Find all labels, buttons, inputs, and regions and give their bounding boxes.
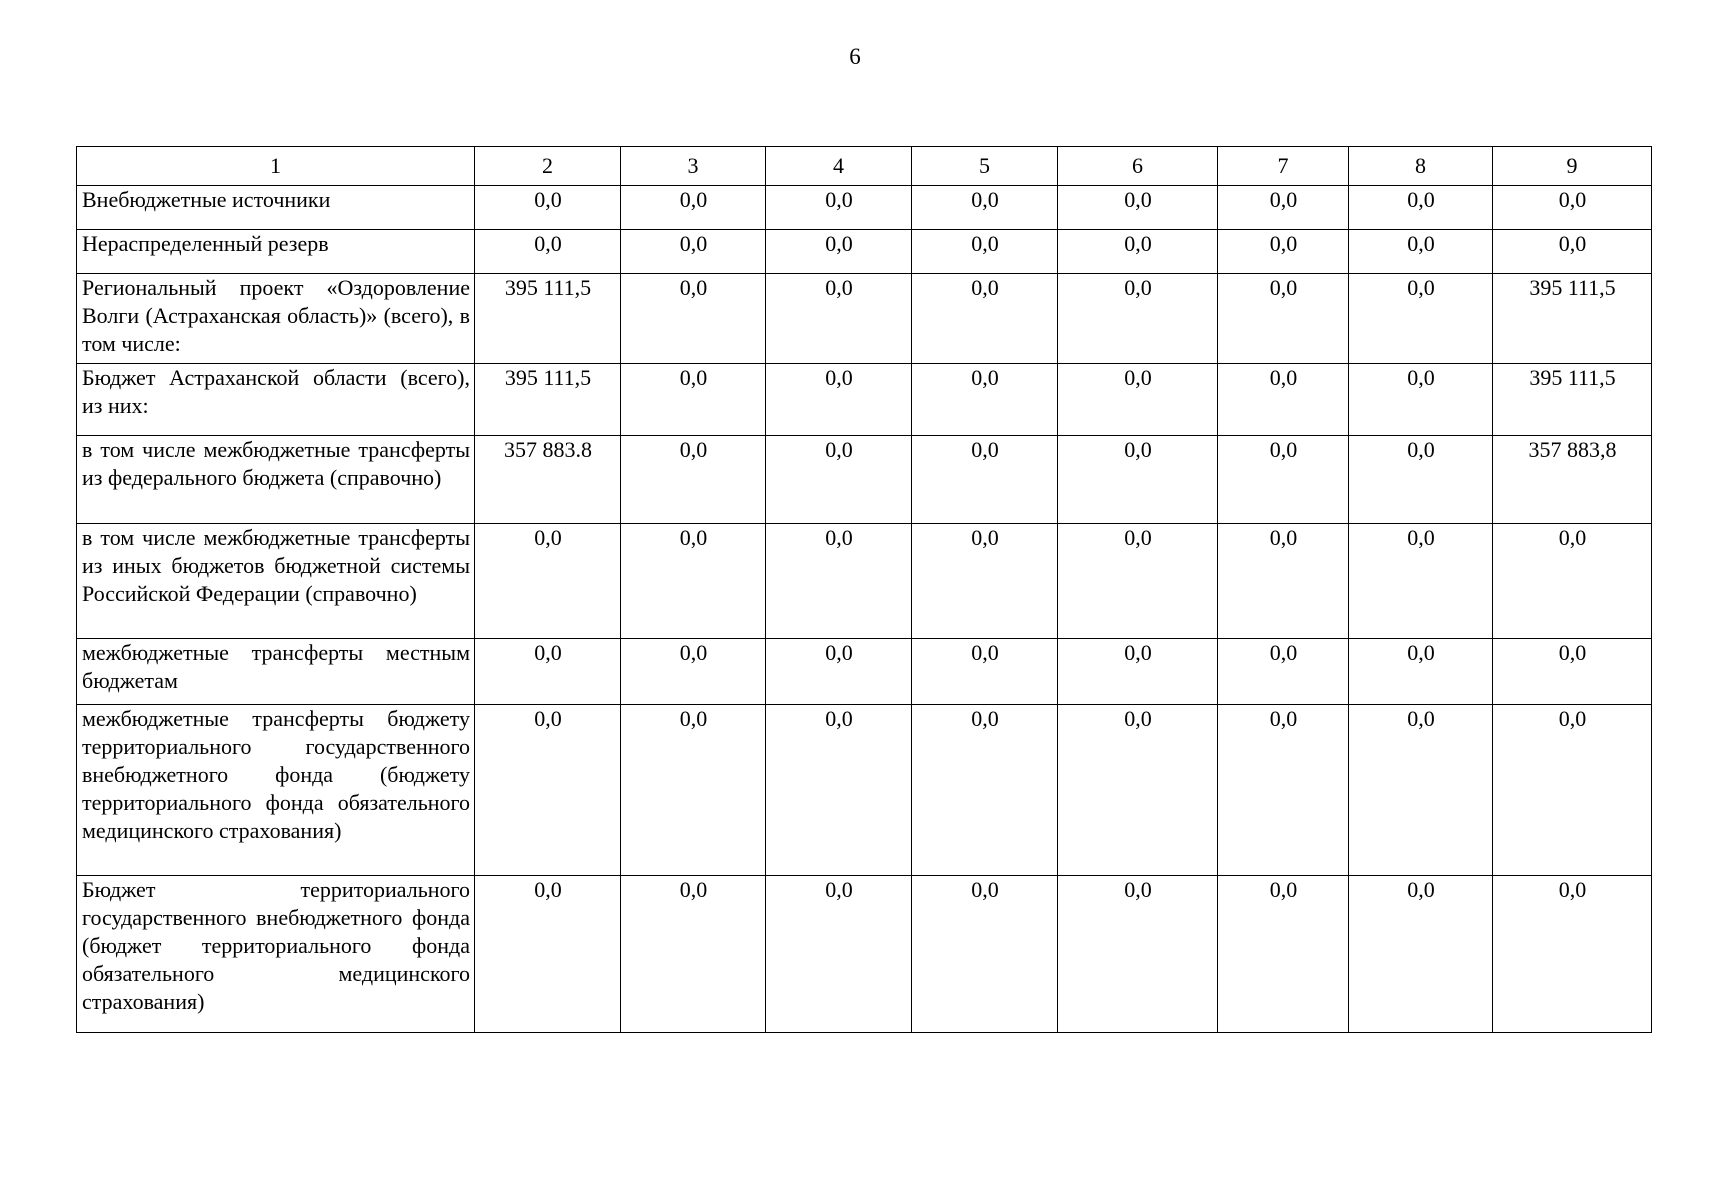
column-header: 7 xyxy=(1218,147,1349,186)
table-cell: 0,0 xyxy=(621,705,766,876)
table-cell: 0,0 xyxy=(766,186,912,230)
table-cell: 0,0 xyxy=(1349,230,1493,274)
table-cell: 0,0 xyxy=(621,274,766,364)
column-header: 9 xyxy=(1493,147,1652,186)
table-row xyxy=(77,705,1652,876)
table-cell: 395 111,5 xyxy=(475,274,621,364)
table-cell: 0,0 xyxy=(766,230,912,274)
table-cell: 0,0 xyxy=(1349,274,1493,364)
column-header: 2 xyxy=(475,147,621,186)
table-cell: 0,0 xyxy=(1218,230,1349,274)
column-header: 8 xyxy=(1349,147,1493,186)
table-cell: 0,0 xyxy=(912,705,1058,876)
table-cell: 0,0 xyxy=(621,524,766,639)
table-cell: 0,0 xyxy=(766,524,912,639)
table-cell: 0,0 xyxy=(912,364,1058,436)
table-cell: 0,0 xyxy=(912,524,1058,639)
row-label: в том числе межбюджетные трансферты из иных бюджетов бюджетной системы Российской Федерации (справочно) xyxy=(77,524,475,639)
row-label: Внебюджетные источники xyxy=(77,186,475,230)
table-cell: 0,0 xyxy=(1218,186,1349,230)
table-row xyxy=(77,436,1652,524)
table-cell: 0,0 xyxy=(1058,186,1218,230)
table-header-row xyxy=(77,147,1652,186)
table-cell: 395 111,5 xyxy=(1493,274,1652,364)
table-row xyxy=(77,186,1652,230)
table-cell: 0,0 xyxy=(621,639,766,705)
table-row xyxy=(77,274,1652,364)
table-cell: 0,0 xyxy=(912,639,1058,705)
table-cell: 0,0 xyxy=(766,639,912,705)
column-header: 4 xyxy=(766,147,912,186)
table-cell: 0,0 xyxy=(475,524,621,639)
table-cell: 0,0 xyxy=(475,705,621,876)
table-cell: 0,0 xyxy=(766,436,912,524)
table-cell: 0,0 xyxy=(621,364,766,436)
table-cell: 0,0 xyxy=(475,230,621,274)
table-cell: 0,0 xyxy=(621,230,766,274)
table-cell: 0,0 xyxy=(475,876,621,1033)
table-cell: 0,0 xyxy=(1058,639,1218,705)
table-cell: 0,0 xyxy=(1349,639,1493,705)
table-cell: 0,0 xyxy=(766,274,912,364)
column-header: 3 xyxy=(621,147,766,186)
table-cell: 0,0 xyxy=(1218,364,1349,436)
table-cell: 0,0 xyxy=(1349,705,1493,876)
table-cell: 0,0 xyxy=(1349,876,1493,1033)
table-cell: 357 883,8 xyxy=(1493,436,1652,524)
table-cell: 0,0 xyxy=(1349,364,1493,436)
table-cell: 0,0 xyxy=(766,364,912,436)
table-cell: 0,0 xyxy=(912,274,1058,364)
table-cell: 0,0 xyxy=(1493,705,1652,876)
row-label: Бюджет территориального государственного внебюджетного фонда (бюджет территориального фонда обязательного медицинского страхования) xyxy=(77,876,475,1033)
table-cell: 0,0 xyxy=(1058,274,1218,364)
row-label: Региональный проект «Оздоровление Волги (Астраханская область)» (всего), в том числе: xyxy=(77,274,475,364)
row-label: межбюджетные трансферты местным бюджетам xyxy=(77,639,475,705)
table-cell: 395 111,5 xyxy=(1493,364,1652,436)
table-cell: 0,0 xyxy=(1349,436,1493,524)
table-cell: 395 111,5 xyxy=(475,364,621,436)
table-cell: 0,0 xyxy=(1349,186,1493,230)
table-cell: 0,0 xyxy=(1493,876,1652,1033)
table-row xyxy=(77,230,1652,274)
table-cell: 0,0 xyxy=(475,186,621,230)
table-row xyxy=(77,364,1652,436)
row-label: межбюджетные трансферты бюджету территориального государственного внебюджетного фонда (бюджету территориального фонда обязательного медицинского страхования) xyxy=(77,705,475,876)
table-row xyxy=(77,524,1652,639)
table-cell: 0,0 xyxy=(1218,639,1349,705)
table-cell: 0,0 xyxy=(1493,639,1652,705)
table-cell: 0,0 xyxy=(1218,436,1349,524)
column-header: 1 xyxy=(77,147,475,186)
table-cell: 0,0 xyxy=(621,876,766,1033)
budget-table xyxy=(76,146,1652,1033)
table-cell: 0,0 xyxy=(1218,274,1349,364)
table-cell: 0,0 xyxy=(1058,436,1218,524)
table-row xyxy=(77,639,1652,705)
table-cell: 0,0 xyxy=(1493,230,1652,274)
table-cell: 0,0 xyxy=(1493,524,1652,639)
table-row xyxy=(77,876,1652,1033)
table-cell: 0,0 xyxy=(1218,705,1349,876)
page-number: 6 xyxy=(849,44,861,69)
row-label: в том числе межбюджетные трансферты из федерального бюджета (справочно) xyxy=(77,436,475,524)
table-cell: 0,0 xyxy=(912,230,1058,274)
table-cell: 0,0 xyxy=(1493,186,1652,230)
column-header: 6 xyxy=(1058,147,1218,186)
table-cell: 0,0 xyxy=(1218,524,1349,639)
table-cell: 0,0 xyxy=(475,639,621,705)
table-cell: 0,0 xyxy=(1058,364,1218,436)
row-label: Нераспределенный резерв xyxy=(77,230,475,274)
table-cell: 0,0 xyxy=(1349,524,1493,639)
table-cell: 0,0 xyxy=(912,876,1058,1033)
table-cell: 0,0 xyxy=(1058,705,1218,876)
column-header: 5 xyxy=(912,147,1058,186)
table-cell: 357 883.8 xyxy=(475,436,621,524)
row-label: Бюджет Астраханской области (всего), из них: xyxy=(77,364,475,436)
table-cell: 0,0 xyxy=(1058,230,1218,274)
table-cell: 0,0 xyxy=(766,876,912,1033)
table-cell: 0,0 xyxy=(912,436,1058,524)
table-cell: 0,0 xyxy=(621,186,766,230)
table-cell: 0,0 xyxy=(912,186,1058,230)
table-cell: 0,0 xyxy=(621,436,766,524)
table-cell: 0,0 xyxy=(1058,524,1218,639)
table-cell: 0,0 xyxy=(766,705,912,876)
table-cell: 0,0 xyxy=(1218,876,1349,1033)
table-cell: 0,0 xyxy=(1058,876,1218,1033)
